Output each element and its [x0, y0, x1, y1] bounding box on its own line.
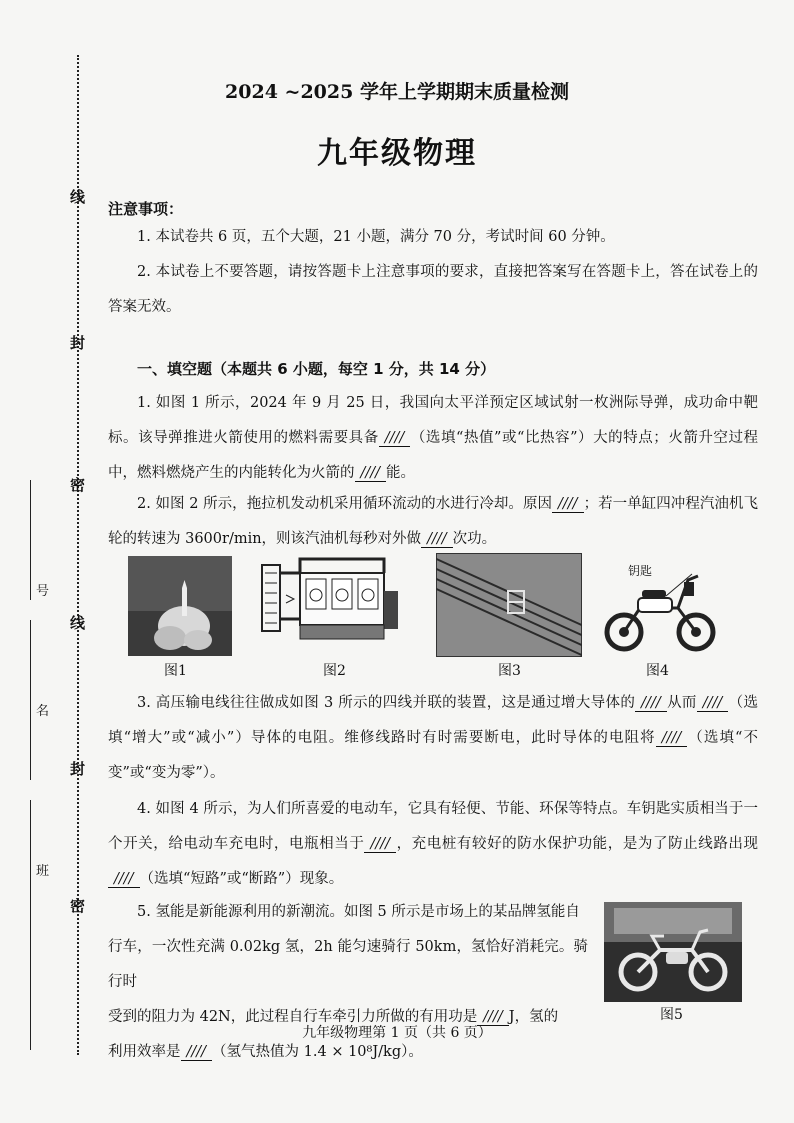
- q2-text-c: 次功。: [452, 531, 497, 547]
- figure-3-powerline-photo: [436, 553, 582, 657]
- q5-text-3b: J，氢的: [508, 1009, 559, 1025]
- q2-text-a: 2. 如图 2 所示，拖拉机发动机采用循环流动的水进行冷却。原因: [137, 496, 553, 512]
- seal-seal-upper: 封: [70, 334, 86, 352]
- q4-text-c: （选填“短路”或“断路”）现象。: [139, 871, 344, 887]
- figure-5-hydrogen-bike-photo: [604, 902, 742, 1002]
- q5-line-2: 行车，一次性充满 0.02kg 氢，2h 能匀速骑行 50km，氢恰好消耗完。骑行时: [108, 939, 588, 990]
- student-name-rule: [30, 620, 31, 780]
- q1-blank-1: ////: [379, 430, 411, 447]
- q1-text-a: 1. 如图 1 所示，2024 年 9 月 25 日，我国向太平洋预定区域试射一枚洲际导弹，成功命中靶标。该导弹推进火箭使用的燃料需要具备: [108, 395, 758, 446]
- seal-secret-lower: 密: [70, 897, 86, 915]
- exam-title: 2024 ~2025 学年上学期期末质量检测: [225, 81, 569, 103]
- q4-blank-2: ////: [108, 871, 140, 888]
- notice-title: 注意事项：: [108, 200, 184, 218]
- question-4: [108, 792, 758, 897]
- q3-text-d: （选填“不变”或“变为零”）。: [108, 730, 758, 781]
- question-5: [108, 895, 588, 1070]
- q1-text-b: （选填“热值”或“比热容”）大的特点；火箭升空过程中，燃料燃烧产生的内能转化为火箭的: [108, 430, 759, 481]
- q2-blank-2: ////: [421, 531, 453, 548]
- q4-text-a: 4. 如图 4 所示，为人们所喜爱的电动车，它具有轻便、节能、环保等特点。车钥匙实质相当于一个开关，给电动车充电时，电瓶相当于: [108, 801, 758, 852]
- q1-text-c: 能。: [386, 465, 416, 481]
- student-class-label: 班: [36, 864, 50, 879]
- seal-line-upper: 线: [70, 188, 86, 206]
- q5-line-1: 5. 氢能是新能源利用的新潮流。如图 5 所示是市场上的某品牌氢能自: [137, 904, 580, 920]
- q4-blank-1: ////: [364, 836, 396, 853]
- subject-title: 九年级物理: [317, 136, 477, 171]
- q5-blank-1: ////: [477, 1009, 509, 1026]
- q5-blank-2: ////: [181, 1044, 213, 1061]
- figure-5-caption: 图5: [660, 1007, 683, 1023]
- q3-text-a: 3. 高压输电线往往做成如图 3 所示的四线并联的装置，这是通过增大导体的: [137, 695, 636, 711]
- q5-text-4b: （氢气热值为 1.4 × 10⁸J/kg）。: [212, 1044, 423, 1060]
- figure-1-rocket-photo: [128, 556, 232, 656]
- q3-blank-2: ////: [697, 695, 729, 712]
- figure-2-caption: 图2: [323, 663, 346, 679]
- student-name-label: 名: [36, 704, 50, 719]
- q5-text-4a: 利用效率是: [108, 1044, 181, 1060]
- figure-4-caption: 图4: [646, 663, 669, 679]
- page-footer: 九年级物理第 1 页（共 6 页）: [302, 1025, 492, 1041]
- q3-blank-1: ////: [635, 695, 667, 712]
- student-class-rule: [30, 800, 31, 1050]
- q3-text-c: （选填“增大”或“减小”）导体的电阻。维修线路时有时需要断电，此时导体的电阻将: [108, 695, 759, 746]
- seal-line-lower: 线: [70, 614, 86, 632]
- q1-blank-2: ////: [355, 465, 387, 482]
- figure-2-engine-diagram: [256, 555, 406, 655]
- q2-text-b: ；若一单缸四冲程汽油机飞轮的转速为 3600r/min，则该汽油机每秒对外做: [108, 496, 759, 547]
- notice-item-1: 1. 本试卷共 6 页，五个大题，21 小题，满分 70 分，考试时间 60 分钟。: [137, 229, 615, 245]
- seal-seal-lower: 封: [70, 760, 86, 778]
- question-1: [108, 386, 758, 491]
- question-3: [108, 686, 758, 791]
- q3-text-b: 从而: [666, 695, 697, 711]
- q3-blank-3: ////: [656, 730, 688, 747]
- figure-4-key-label: 钥匙: [628, 564, 653, 578]
- student-id-rule: [30, 480, 31, 600]
- figure-4-ebike-drawing: [600, 562, 720, 654]
- figure-3-caption: 图3: [498, 663, 521, 679]
- figure-1-caption: 图1: [164, 663, 187, 679]
- section-1-title: 一、填空题（本题共 6 小题，每空 1 分，共 14 分）: [137, 360, 496, 378]
- q5-text-3a: 受到的阻力为 42N，此过程自行车牵引力所做的有用功是: [108, 1009, 478, 1025]
- student-id-label: 号: [36, 584, 50, 599]
- notice-item-2: 2. 本试卷上不要答题，请按答题卡上注意事项的要求，直接把答案写在答题卡上，答在试卷上的答案无效。: [108, 264, 758, 315]
- q2-blank-1: ////: [552, 496, 584, 513]
- question-2: [108, 487, 758, 557]
- q4-text-b: ，充电桩有较好的防水保护功能，是为了防止线路出现: [395, 836, 759, 852]
- seal-secret-upper: 密: [70, 476, 86, 494]
